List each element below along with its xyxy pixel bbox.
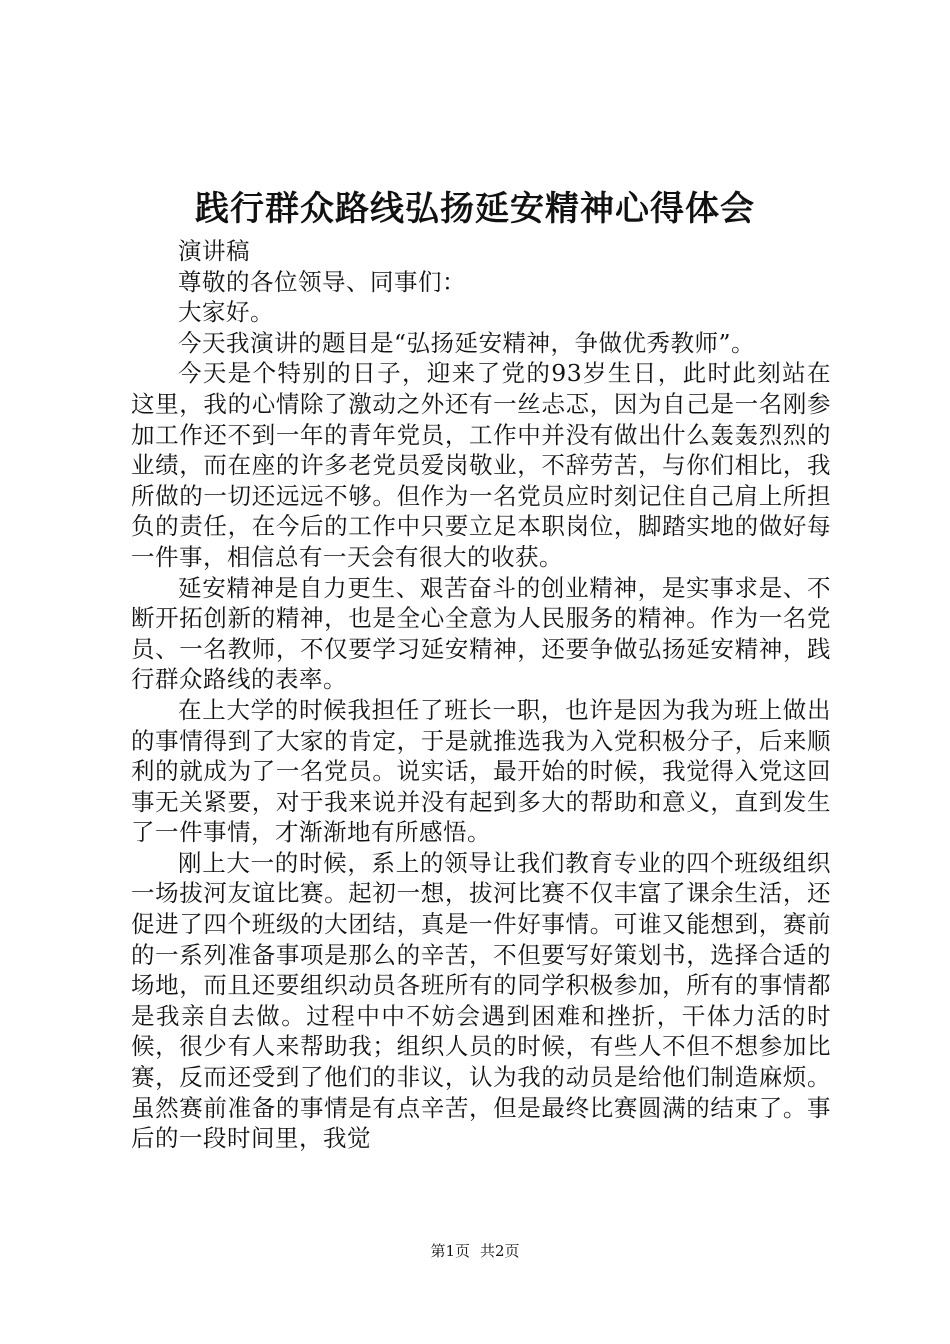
page-total: 共2页 (480, 1242, 520, 1260)
paragraph: 尊敬的各位领导、同事们： (178, 267, 466, 296)
page-footer (0, 1241, 950, 1261)
paragraph: 今天我演讲的题目是“弘扬延安精神，争做优秀教师”。 (178, 328, 756, 357)
paragraph: 大家好。 (178, 298, 274, 327)
paragraph: 演讲稿 (178, 237, 250, 265)
paragraph: 在上大学的时候我担任了班长一职，也许是因为我为班上做出的事情得到了大家的肯定，于是就推选我为入党积极分子，后来顺利的就成为了一名党员。说实话，最开始的时候，我觉得入党这回事无关紧要，对于我来说并没有起到多大的帮助和意义，直到发生了一件事情，才渐渐地有所感悟。 (131, 695, 831, 847)
document-title: 践行群众路线弘扬延安精神心得体会 (195, 189, 755, 229)
paragraph: 刚上大一的时候，系上的领导让我们教育专业的四个班级组织一场拔河友谊比赛。起初一想，拔河比赛不仅丰富了课余生活，还促进了四个班级的大团结，真是一件好事情。可谁又能想到，赛前的一系列准备事项是那么的辛苦，不但要写好策划书，选择合适的场地，而且还要组织动员各班所有的同学积极参加，所有的事情都是我亲自去做。过程中中不妨会遇到困难和挫折，干体力活的时候，很少有人来帮助我；组织人员的时候，有些人不但不想参加比赛，反而还受到了他们的非议，认为我的动员是给他们制造麻烦。虽然赛前准备的事情是有点辛苦，但是最终比赛圆满的结束了。事后的一段时间里，我觉 (131, 848, 831, 1153)
document-body (131, 236, 831, 1154)
page-number: 第1页 (430, 1242, 470, 1260)
paragraph: 今天是个特别的日子，迎来了党的93岁生日，此时此刻站在这里，我的心情除了激动之外还有一丝忐忑，因为自己是一名刚参加工作还不到一年的青年党员，工作中并没有做出什么轰轰烈烈的业绩，而在座的许多老党员爱岗敬业，不辞劳苦，与你们相比，我所做的一切还远远不够。但作为一名党员应时刻记住自己肩上所担负的责任，在今后的工作中只要立足本职岗位，脚踏实地的做好每一件事，相信总有一天会有很大的收获。 (131, 359, 831, 571)
paragraph: 延安精神是自力更生、艰苦奋斗的创业精神，是实事求是、不断开拓创新的精神，也是全心全意为人民服务的精神。作为一名党员、一名教师，不仅要学习延安精神，还要争做弘扬延安精神，践行群众路线的表率。 (131, 573, 831, 694)
